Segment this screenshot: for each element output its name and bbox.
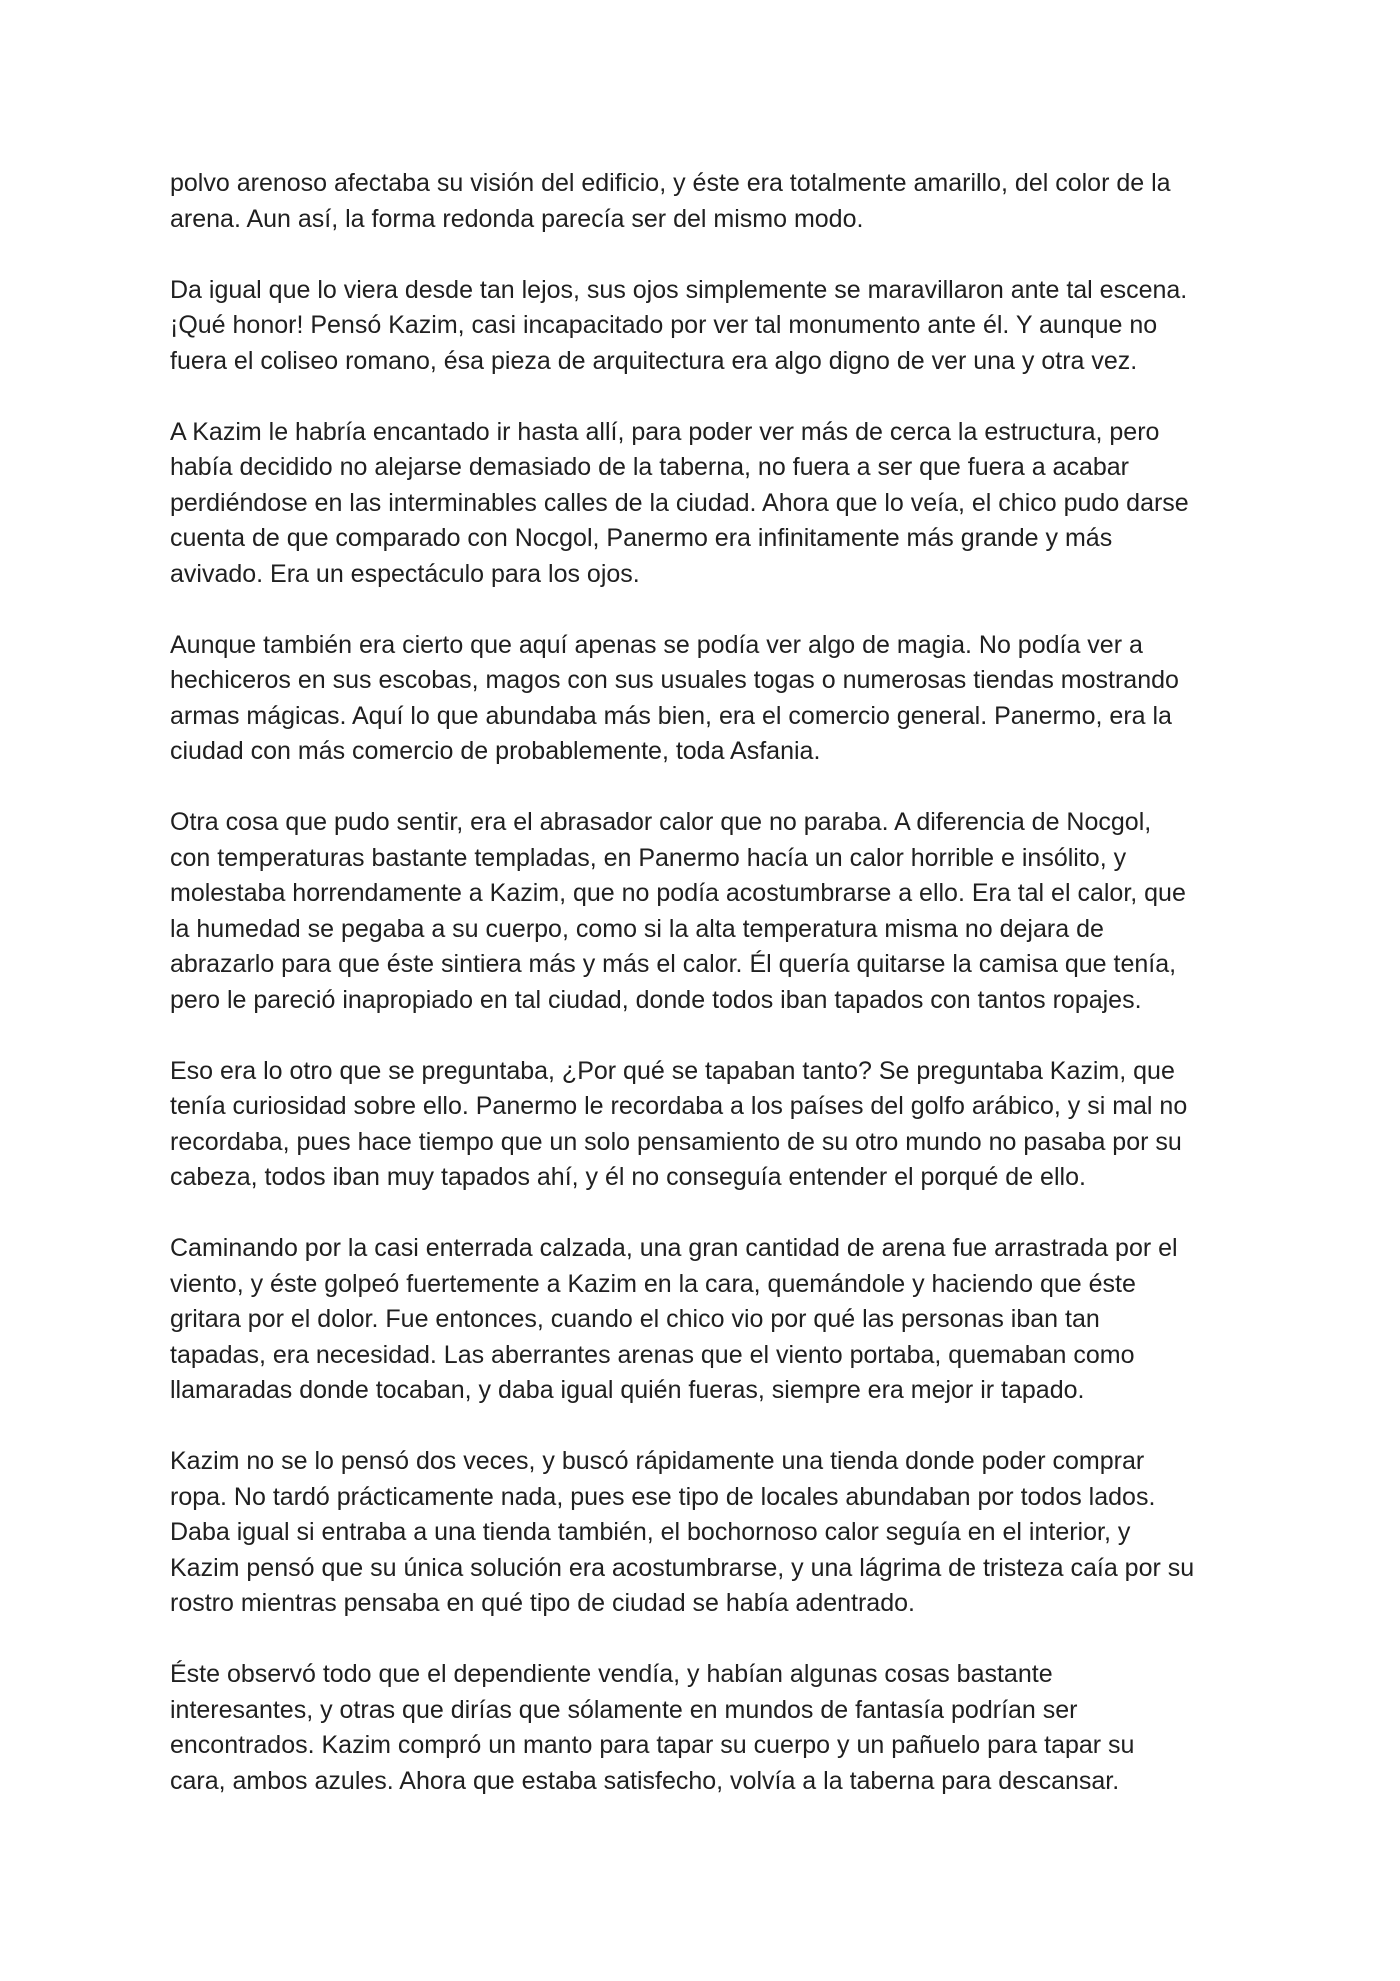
paragraph-4: Aunque también era cierto que aquí apenas se podía ver algo de magia. No podía ver a hechiceros en sus escobas, magos con sus usuales togas o numerosas tiendas mostrando armas mágicas. Aquí lo que abundaba más bien, era el comercio general. Panermo, era la ciudad con más comercio de probablemente, toda Asfania.: [170, 630, 1179, 765]
paragraph-7: Caminando por la casi enterrada calzada, una gran cantidad de arena fue arrastrada por el viento, y éste golpeó fuertemente a Kazim en la cara, quemándole y haciendo que éste gritara por el dolor. Fue entonces, cuando el chico vio por qué las personas iban tan tapadas, era necesidad. Las aberrantes arenas que el viento portaba, quemaban como llamaradas donde tocaban, y daba igual quién fueras, siempre era mejor ir tapado.: [170, 1234, 1178, 1404]
document-body: [170, 166, 1250, 1799]
paragraph-5: Otra cosa que pudo sentir, era el abrasador calor que no paraba. A diferencia de Nocgol, con temperaturas bastante templadas, en Panermo hacía un calor horrible e insólito, y molestaba horrendamente a Kazim, que no podía acostumbrarse a ello. Era tal el calor, que la humedad se pegaba a su cuerpo, como si la alta temperatura misma no dejara de abrazarlo para que éste sintiera más y más el calor. Él quería quitarse la camisa que tenía, pero le pareció inapropiado en tal ciudad, donde todos iban tapados con tantos ropajes.: [170, 808, 1186, 1014]
paragraph-8: Kazim no se lo pensó dos veces, y buscó rápidamente una tienda donde poder comprar ropa. No tardó prácticamente nada, pues ese tipo de locales abundaban por todos lados. Daba igual si entraba a una tienda también, el bochornoso calor seguía en el interior, y Kazim pensó que su única solución era acostumbrarse, y una lágrima de tristeza caía por su rostro mientras pensaba en qué tipo de ciudad se había adentrado.: [170, 1447, 1195, 1617]
paragraph-2: Da igual que lo viera desde tan lejos, sus ojos simplemente se maravillaron ante tal escena. ¡Qué honor! Pensó Kazim, casi incapacitado por ver tal monumento ante él. Y aunque no fuera el coliseo romano, ésa pieza de arquitectura era algo digno de ver una y otra vez.: [170, 275, 1188, 375]
paragraph-3: A Kazim le habría encantado ir hasta allí, para poder ver más de cerca la estructura, pero había decidido no alejarse demasiado de la taberna, no fuera a ser que fuera a acabar perdiéndose en las interminables calles de la ciudad. Ahora que lo veía, el chico pudo darse cuenta de que comparado con Nocgol, Panermo era infinitamente más grande y más avivado. Era un espectáculo para los ojos.: [170, 417, 1189, 588]
paragraph-1: polvo arenoso afectaba su visión del edificio, y éste era totalmente amarillo, del color de la arena. Aun así, la forma redonda parecía ser del mismo modo.: [170, 169, 1171, 233]
paragraph-9: Éste observó todo que el dependiente vendía, y habían algunas cosas bastante interesantes, y otras que dirías que sólamente en mundos de fantasía podrían ser encontrados. Kazim compró un manto para tapar su cuerpo y un pañuelo para tapar su cara, ambos azules. Ahora que estaba satisfecho, volvía a la taberna para descansar.: [170, 1660, 1135, 1795]
paragraph-6: Eso era lo otro que se preguntaba, ¿Por qué se tapaban tanto? Se preguntaba Kazim, que tenía curiosidad sobre ello. Panermo le recordaba a los países del golfo arábico, y si mal no recordaba, pues hace tiempo que un solo pensamiento de su otro mundo no pasaba por su cabeza, todos iban muy tapados ahí, y él no conseguía entender el porqué de ello.: [170, 1056, 1188, 1191]
